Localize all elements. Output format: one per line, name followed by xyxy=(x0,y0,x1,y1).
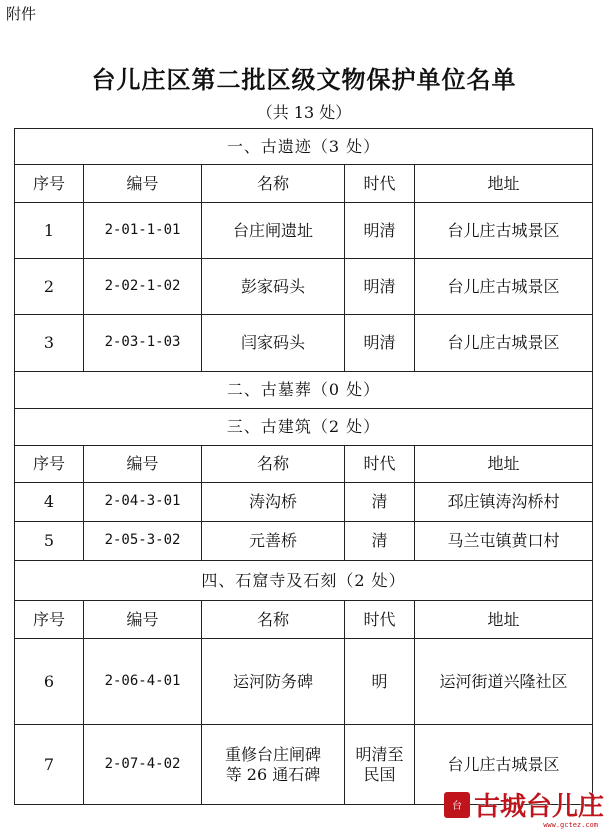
cell-era: 清 xyxy=(345,483,415,522)
cell-address: 邳庄镇涛沟桥村 xyxy=(415,483,593,522)
cell-seq: 7 xyxy=(15,725,84,805)
cell-era: 明清 xyxy=(345,203,415,259)
attachment-label: 附件 xyxy=(6,5,37,23)
table-row xyxy=(15,483,593,522)
table-header-row xyxy=(15,446,593,483)
watermark-text: 古城台儿庄 xyxy=(473,792,604,822)
header-code: 编号 xyxy=(84,446,202,483)
watermark xyxy=(444,786,604,823)
cell-code: 2-06-4-01 xyxy=(84,639,202,725)
cell-name: 涛沟桥 xyxy=(202,483,345,522)
cell-name: 运河防务碑 xyxy=(202,639,345,725)
cell-code: 2-07-4-02 xyxy=(84,725,202,805)
table-row xyxy=(15,203,593,259)
header-address: 地址 xyxy=(415,601,593,639)
cell-name xyxy=(202,725,345,805)
cell-code: 2-03-1-03 xyxy=(84,315,202,372)
cell-era: 明清 xyxy=(345,315,415,372)
cell-code: 2-05-3-02 xyxy=(84,522,202,561)
header-name: 名称 xyxy=(202,165,345,203)
seal-icon: 台 xyxy=(444,792,470,818)
cell-seq: 3 xyxy=(15,315,84,372)
header-address: 地址 xyxy=(415,446,593,483)
header-name: 名称 xyxy=(202,446,345,483)
cell-era-line-2: 民国 xyxy=(363,764,396,784)
cell-address: 台儿庄古城景区 xyxy=(415,725,593,805)
section-title-2: 二、古墓葬（0 处） xyxy=(15,372,593,409)
cell-seq: 5 xyxy=(15,522,84,561)
cell-seq: 1 xyxy=(15,203,84,259)
header-era: 时代 xyxy=(345,446,415,483)
cell-code: 2-02-1-02 xyxy=(84,259,202,315)
table-row xyxy=(15,315,593,372)
header-seq: 序号 xyxy=(15,165,84,203)
heritage-table xyxy=(14,128,593,805)
cell-name: 闫家码头 xyxy=(202,315,345,372)
document-title: 台儿庄区第二批区级文物保护单位名单 xyxy=(91,65,517,94)
header-era: 时代 xyxy=(345,601,415,639)
table-header-row xyxy=(15,165,593,203)
section-title-1: 一、古遗迹（3 处） xyxy=(15,129,593,165)
header-era: 时代 xyxy=(345,165,415,203)
cell-era: 明清 xyxy=(345,259,415,315)
cell-address: 台儿庄古城景区 xyxy=(415,203,593,259)
cell-name-line-2: 等 26 通石碑 xyxy=(225,764,321,784)
header-code: 编号 xyxy=(84,601,202,639)
table-row xyxy=(15,639,593,725)
cell-name: 彭家码头 xyxy=(202,259,345,315)
cell-era xyxy=(345,725,415,805)
header-seq: 序号 xyxy=(15,446,84,483)
cell-era: 明 xyxy=(345,639,415,725)
header-name: 名称 xyxy=(202,601,345,639)
cell-code: 2-01-1-01 xyxy=(84,203,202,259)
cell-address: 台儿庄古城景区 xyxy=(415,315,593,372)
section-title-3: 三、古建筑（2 处） xyxy=(15,409,593,446)
table-row xyxy=(15,522,593,561)
cell-code: 2-04-3-01 xyxy=(84,483,202,522)
header-address: 地址 xyxy=(415,165,593,203)
header-code: 编号 xyxy=(84,165,202,203)
cell-name-line-1: 重修台庄闸碑 xyxy=(224,744,321,764)
cell-era: 清 xyxy=(345,522,415,561)
cell-seq: 4 xyxy=(15,483,84,522)
cell-address: 运河街道兴隆社区 xyxy=(415,639,593,725)
watermark-url: www.gctez.com xyxy=(543,821,598,829)
header-seq: 序号 xyxy=(15,601,84,639)
cell-era-line-1: 明清至 xyxy=(355,744,404,764)
table-header-row xyxy=(15,601,593,639)
document-subtitle: （共 13 处） xyxy=(256,103,352,122)
cell-seq: 2 xyxy=(15,259,84,315)
table-row xyxy=(15,259,593,315)
cell-name: 台庄闸遗址 xyxy=(202,203,345,259)
cell-address: 台儿庄古城景区 xyxy=(415,259,593,315)
section-title-4: 四、石窟寺及石刻（2 处） xyxy=(15,561,593,601)
cell-address: 马兰屯镇黄口村 xyxy=(415,522,593,561)
cell-seq: 6 xyxy=(15,639,84,725)
cell-name: 元善桥 xyxy=(202,522,345,561)
